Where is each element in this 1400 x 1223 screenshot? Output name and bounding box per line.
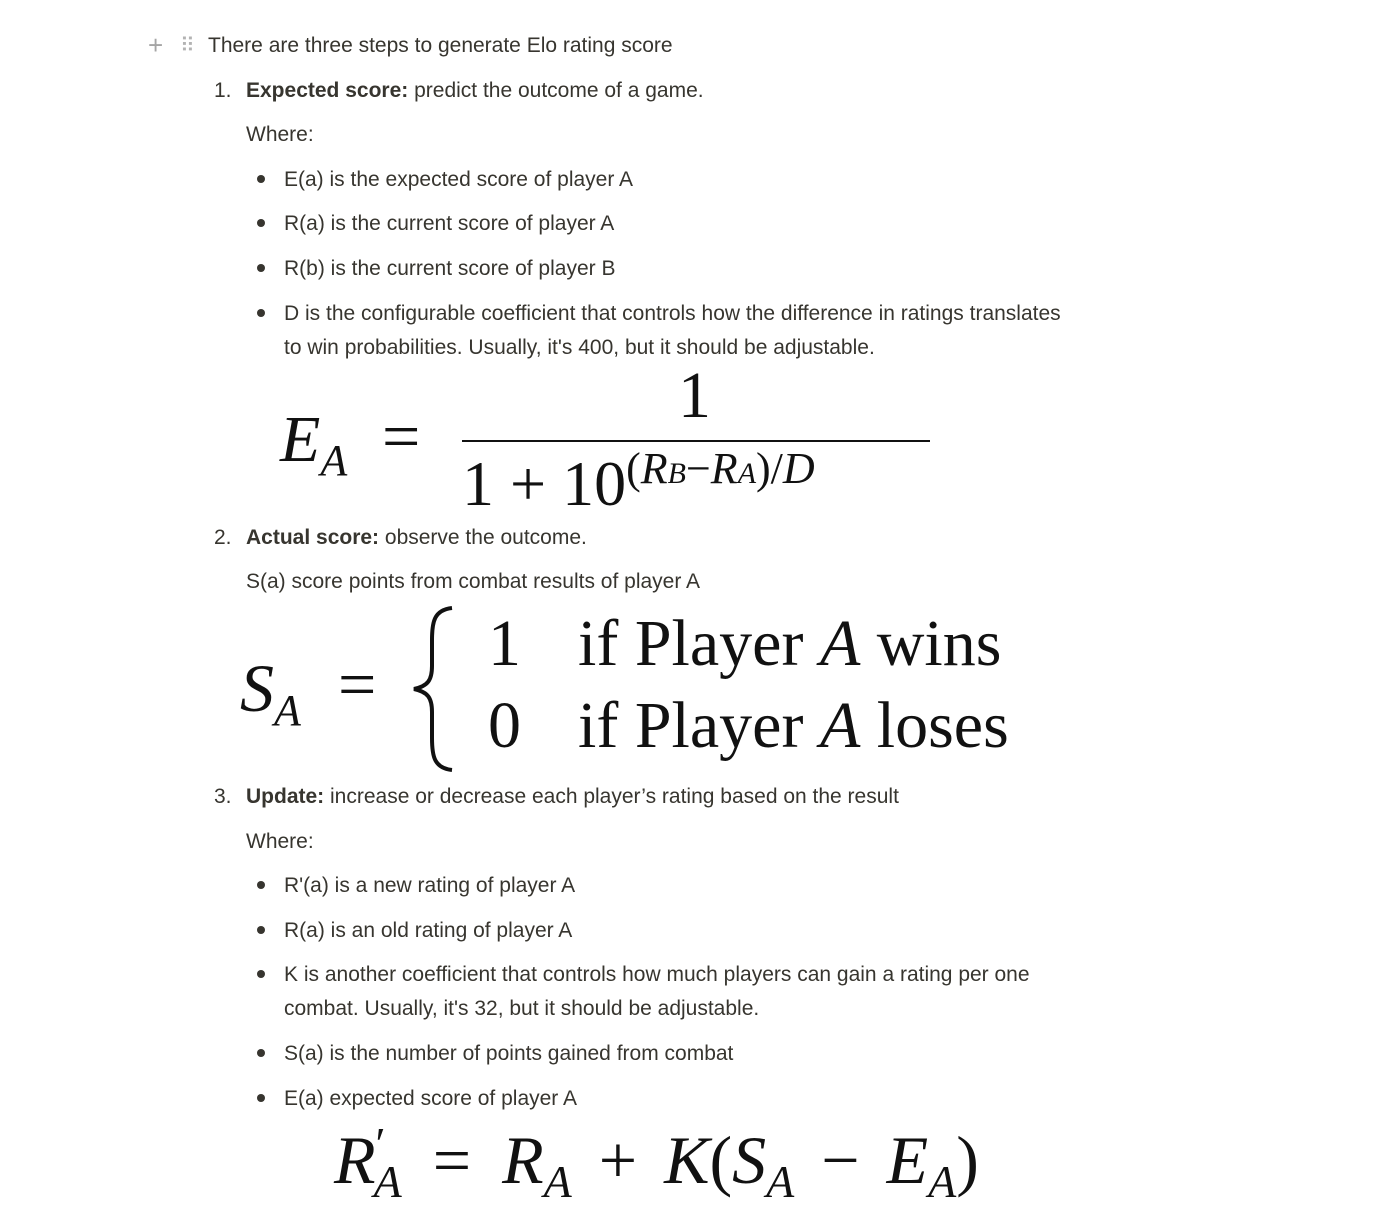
step-1-title: Expected score: (246, 79, 409, 102)
step-2-desc: observe the outcome. (384, 526, 587, 549)
formula1-numerator: 1 (678, 359, 711, 432)
bullet-dot (257, 970, 265, 978)
formula2-lhs: $S_A$ (240, 650, 301, 735)
step-3-where: Where: (246, 830, 314, 853)
step-3-bullet-5: E(a) expected score of player A (284, 1087, 577, 1110)
plus-icon[interactable]: + (148, 30, 164, 60)
step-3-bullet-2: R(a) is an old rating of player A (284, 919, 573, 942)
formula2-case1-value: 1 (488, 607, 521, 680)
bullet-dot (257, 309, 265, 317)
formula3: $R'_A = R_A + K(S_A - E_A)$ (334, 1118, 979, 1207)
step-2-line: S(a) score points from combat results of player A (246, 570, 701, 593)
step-1-bullet-4: D is the configurable coefficient that controls how the difference in ratings translates (284, 302, 1061, 325)
bullet-dot (257, 219, 265, 227)
step-1-bullet-3: R(b) is the current score of player B (284, 257, 616, 280)
step-2-number: 2. (214, 526, 232, 549)
bullet-dot (257, 175, 265, 183)
bullet-dot (257, 1049, 265, 1057)
step-1-number: 1. (214, 79, 232, 102)
step-3-heading (246, 783, 899, 811)
step-1-bullet-4-cont: to win probabilities. Usually, it's 400, but it should be adjustable. (284, 336, 875, 359)
step-3-desc: increase or decrease each player’s rating based on the result (330, 785, 899, 808)
drag-handle-icon[interactable]: ⠿ (180, 35, 193, 57)
formula2-case2-value: 0 (488, 689, 521, 762)
step-3-bullet-3: K is another coefficient that controls how much players can gain a rating per one (284, 963, 1030, 986)
step-1-desc: predict the outcome of a game. (414, 79, 704, 102)
formula2-equals: = (338, 646, 377, 722)
formula1-equals: = (382, 398, 421, 474)
formula1-lhs: $E_A$ (280, 403, 348, 485)
intro-text: There are three steps to generate Elo rating score (208, 34, 673, 57)
step-1-bullet-1: E(a) is the expected score of player A (284, 168, 634, 191)
formula1-denominator: $1 + 10^{(RB-RA)/D}$ (462, 444, 815, 519)
step-3-bullet-4: S(a) is the number of points gained from combat (284, 1042, 734, 1065)
bullet-dot (257, 926, 265, 934)
bullet-dot (257, 264, 265, 272)
step-3-number: 3. (214, 785, 232, 808)
formula3-r: R (334, 1122, 376, 1198)
bullet-dot (257, 881, 265, 889)
step-1-bullet-2: R(a) is the current score of player A (284, 212, 615, 235)
formula1-fraction-bar (462, 440, 930, 442)
step-2-heading (246, 524, 587, 552)
formula2-left-brace (408, 604, 458, 774)
step-3-bullet-3-cont: combat. Usually, it's 32, but it should be adjustable. (284, 997, 760, 1020)
bullet-dot (257, 1094, 265, 1102)
step-1-heading (246, 77, 704, 105)
step-3-title: Update: (246, 785, 325, 808)
formula2-case2-text: if Player A loses (578, 689, 1009, 762)
formula2-case1-text: if Player A wins (578, 607, 1002, 680)
step-1-where: Where: (246, 123, 314, 146)
step-2-title: Actual score: (246, 526, 380, 549)
step-3-bullet-1: R'(a) is a new rating of player A (284, 874, 576, 897)
